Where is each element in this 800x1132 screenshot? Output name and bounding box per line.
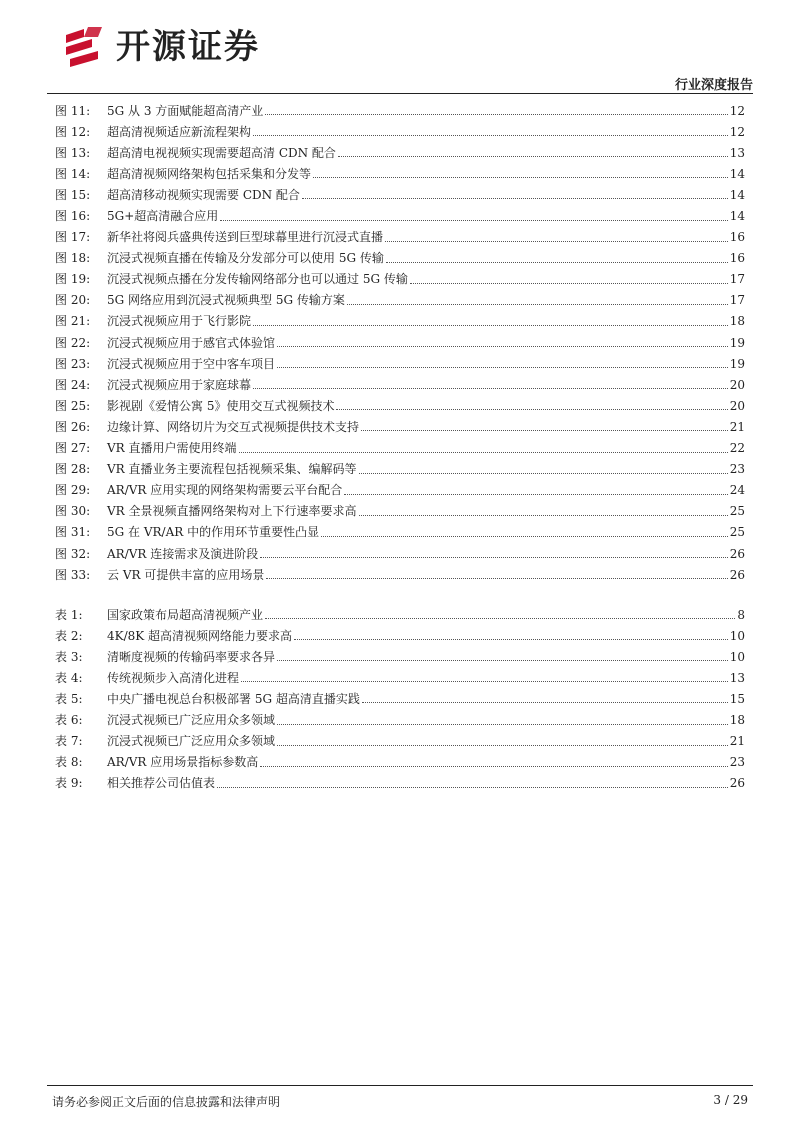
- toc-page: 21: [729, 419, 745, 434]
- report-type-label: 行业深度报告: [674, 78, 753, 93]
- toc-label: 图 24:: [55, 377, 91, 392]
- toc-label: 图 11:: [55, 103, 91, 118]
- toc-page: 18: [729, 713, 745, 728]
- toc-row[interactable]: [55, 100, 745, 121]
- toc-page: 25: [729, 525, 745, 540]
- toc-label: 图 33:: [55, 567, 91, 582]
- toc-row[interactable]: [55, 604, 745, 625]
- toc-title: 5G 从 3 方面赋能超高清产业: [107, 103, 264, 118]
- toc-page: 22: [729, 441, 745, 456]
- toc-leader: [277, 367, 728, 368]
- toc-leader: [302, 198, 728, 199]
- toc-label: 图 30:: [55, 504, 91, 519]
- toc-title: 影视剧《爱情公寓 5》使用交互式视频技术: [107, 398, 335, 413]
- toc-row[interactable]: [55, 290, 745, 311]
- toc-page: 16: [729, 251, 745, 266]
- toc-title: AR/VR 连接需求及演进阶段: [107, 546, 259, 561]
- toc-leader: [220, 220, 727, 221]
- header-divider: [47, 93, 753, 94]
- toc-leader: [336, 409, 727, 410]
- toc-row[interactable]: [55, 374, 745, 395]
- toc-leader: [265, 618, 735, 619]
- toc-leader: [294, 639, 728, 640]
- toc-title: VR 直播业务主要流程包括视频采集、编解码等: [107, 462, 357, 477]
- toc-row[interactable]: [55, 184, 745, 205]
- toc-label: 表 9:: [55, 776, 83, 791]
- toc-page: 19: [729, 335, 745, 350]
- company-name: 开源证券: [116, 27, 260, 67]
- toc-leader: [359, 515, 728, 516]
- toc-page: 23: [729, 755, 745, 770]
- toc-page: 18: [729, 314, 745, 329]
- toc-row[interactable]: [55, 227, 745, 248]
- toc-title: 超高清视频适应新流程架构: [107, 124, 252, 139]
- toc-label: 图 23:: [55, 356, 91, 371]
- toc-row[interactable]: [55, 501, 745, 522]
- toc-row[interactable]: [55, 438, 745, 459]
- toc-label: 表 2:: [55, 628, 83, 643]
- toc-leader: [277, 346, 728, 347]
- toc-row[interactable]: [55, 522, 745, 543]
- toc-leader: [359, 473, 728, 474]
- toc-label: 图 26:: [55, 419, 91, 434]
- toc-title: 国家政策布局超高清视频产业: [107, 607, 264, 622]
- toc-page: 26: [729, 567, 745, 582]
- table-index: [55, 604, 745, 794]
- toc-label: 表 6:: [55, 713, 83, 728]
- toc-page: 25: [729, 504, 745, 519]
- toc-row[interactable]: [55, 269, 745, 290]
- toc-title: 沉浸式视频应用于空中客车项目: [107, 356, 276, 371]
- toc-label: 图 28:: [55, 462, 91, 477]
- toc-page: 21: [729, 734, 745, 749]
- toc-label: 图 29:: [55, 483, 91, 498]
- toc-row[interactable]: [55, 564, 745, 585]
- toc-label: 图 14:: [55, 166, 91, 181]
- toc-page: 16: [729, 230, 745, 245]
- toc-label: 图 21:: [55, 314, 91, 329]
- toc-title: 沉浸式视频应用于家庭球幕: [107, 377, 252, 392]
- toc-page: 13: [729, 670, 745, 685]
- toc-row[interactable]: [55, 163, 745, 184]
- toc-label: 图 25:: [55, 398, 91, 413]
- toc-title: AR/VR 应用实现的网络架构需要云平台配合: [107, 483, 343, 498]
- toc-page: 12: [729, 103, 745, 118]
- toc-title: 沉浸式视频已广泛应用众多领域: [107, 734, 276, 749]
- toc-label: 表 5:: [55, 691, 83, 706]
- toc-row[interactable]: [55, 646, 745, 667]
- toc-leader: [260, 766, 727, 767]
- toc-title: 沉浸式视频应用于感官式体验馆: [107, 335, 276, 350]
- toc-page: 19: [729, 356, 745, 371]
- toc-title: 边缘计算、网络切片为交互式视频提供技术支持: [107, 419, 360, 434]
- toc-row[interactable]: [55, 311, 745, 332]
- toc-leader: [253, 325, 728, 326]
- toc-label: 表 7:: [55, 734, 83, 749]
- toc-label: 表 3:: [55, 649, 83, 664]
- toc-label: 图 15:: [55, 187, 91, 202]
- toc-label: 图 17:: [55, 230, 91, 245]
- toc-title: 沉浸式视频直播在传输及分发部分可以使用 5G 传输: [107, 251, 384, 266]
- logo-mark-icon: [62, 25, 106, 69]
- toc-title: 相关推荐公司估值表: [107, 776, 216, 791]
- toc-page: 14: [729, 187, 745, 202]
- toc-row[interactable]: [55, 416, 745, 437]
- toc-page: 14: [729, 166, 745, 181]
- toc-row[interactable]: [55, 709, 745, 730]
- toc-page: 10: [729, 628, 745, 643]
- toc-leader: [265, 114, 727, 115]
- toc-leader: [362, 702, 728, 703]
- toc-leader: [347, 304, 728, 305]
- toc-page: 15: [729, 691, 745, 706]
- toc-title: 4K/8K 超高清视频网络能力要求高: [107, 628, 293, 643]
- toc-row[interactable]: [55, 688, 745, 709]
- toc-title: 传统视频步入高清化进程: [107, 670, 240, 685]
- toc-page: 23: [729, 462, 745, 477]
- toc-page: 13: [729, 145, 745, 160]
- toc-leader: [277, 724, 728, 725]
- toc-label: 表 8:: [55, 755, 83, 770]
- toc-leader: [386, 262, 728, 263]
- toc-leader: [313, 177, 728, 178]
- toc-label: 图 18:: [55, 251, 91, 266]
- toc-title: 5G 在 VR/AR 中的作用环节重要性凸显: [107, 525, 320, 540]
- toc-page: 12: [729, 124, 745, 139]
- toc-page: 20: [729, 377, 745, 392]
- page-indicator: 3 / 29: [713, 1093, 748, 1107]
- toc-page: 10: [729, 649, 745, 664]
- toc-title: 沉浸式视频已广泛应用众多领域: [107, 713, 276, 728]
- toc-page: 17: [729, 293, 745, 308]
- toc-leader: [217, 787, 728, 788]
- toc-leader: [241, 681, 728, 682]
- figure-index: [55, 100, 745, 585]
- toc-leader: [266, 578, 727, 579]
- footer-disclaimer: 请务必参阅正文后面的信息披露和法律声明: [52, 1095, 281, 1109]
- toc-label: 表 1:: [55, 607, 83, 622]
- toc-title: AR/VR 应用场景指标参数高: [107, 755, 259, 770]
- toc-leader: [338, 156, 728, 157]
- toc-row[interactable]: [55, 205, 745, 226]
- toc-label: 图 22:: [55, 335, 91, 350]
- toc-leader: [260, 557, 727, 558]
- toc-page: 24: [729, 483, 745, 498]
- toc-title: 5G+超高清融合应用: [107, 209, 219, 224]
- toc-page: 17: [729, 272, 745, 287]
- toc-leader: [277, 745, 728, 746]
- toc-row[interactable]: [55, 395, 745, 416]
- toc-row[interactable]: [55, 459, 745, 480]
- toc-label: 图 16:: [55, 209, 91, 224]
- toc-title: VR 直播用户需使用终端: [107, 441, 237, 456]
- toc-row[interactable]: [55, 667, 745, 688]
- toc-leader: [277, 660, 728, 661]
- toc-leader: [361, 430, 728, 431]
- toc-row[interactable]: [55, 248, 745, 269]
- toc-label: 表 4:: [55, 670, 83, 685]
- toc-row[interactable]: [55, 332, 745, 353]
- toc-title: 中央广播电视总台积极部署 5G 超高清直播实践: [107, 691, 360, 706]
- company-logo: [62, 22, 260, 72]
- toc-row[interactable]: [55, 353, 745, 374]
- toc-page: 20: [729, 398, 745, 413]
- toc-row[interactable]: [55, 543, 745, 564]
- toc-title: 沉浸式视频点播在分发传输网络部分也可以通过 5G 传输: [107, 272, 408, 287]
- toc-title: VR 全景视频直播网络架构对上下行速率要求高: [107, 504, 357, 519]
- toc-leader: [344, 494, 727, 495]
- toc-label: 图 20:: [55, 293, 91, 308]
- toc-label: 图 13:: [55, 145, 91, 160]
- toc-row[interactable]: [55, 121, 745, 142]
- toc-leader: [321, 536, 728, 537]
- toc-label: 图 19:: [55, 272, 91, 287]
- toc-row[interactable]: [55, 625, 745, 646]
- toc-title: 清晰度视频的传输码率要求各异: [107, 649, 276, 664]
- toc-row[interactable]: [55, 142, 745, 163]
- toc-leader: [385, 241, 728, 242]
- footer-divider: [47, 1085, 753, 1086]
- toc-leader: [253, 388, 728, 389]
- toc-row[interactable]: [55, 480, 745, 501]
- toc-title: 云 VR 可提供丰富的应用场景: [107, 567, 265, 582]
- toc-row[interactable]: [55, 731, 745, 752]
- toc-label: 图 12:: [55, 124, 91, 139]
- toc-label: 图 27:: [55, 441, 91, 456]
- toc-title: 新华社将阅兵盛典传送到巨型球幕里进行沉浸式直播: [107, 230, 384, 245]
- toc-page: 26: [729, 776, 745, 791]
- toc-leader: [239, 452, 728, 453]
- toc-label: 图 31:: [55, 525, 91, 540]
- toc-row[interactable]: [55, 752, 745, 773]
- toc-title: 超高清电视视频实现需要超高清 CDN 配合: [107, 145, 336, 160]
- toc-leader: [410, 283, 728, 284]
- toc-row[interactable]: [55, 773, 745, 794]
- toc-title: 超高清移动视频实现需要 CDN 配合: [107, 187, 300, 202]
- toc-leader: [253, 135, 728, 136]
- toc-title: 沉浸式视频应用于飞行影院: [107, 314, 252, 329]
- toc-page: 8: [737, 607, 745, 622]
- toc-page: 14: [729, 209, 745, 224]
- toc-page: 26: [729, 546, 745, 561]
- toc-label: 图 32:: [55, 546, 91, 561]
- toc-title: 超高清视频网络架构包括采集和分发等: [107, 166, 312, 181]
- toc-title: 5G 网络应用到沉浸式视频典型 5G 传输方案: [107, 293, 345, 308]
